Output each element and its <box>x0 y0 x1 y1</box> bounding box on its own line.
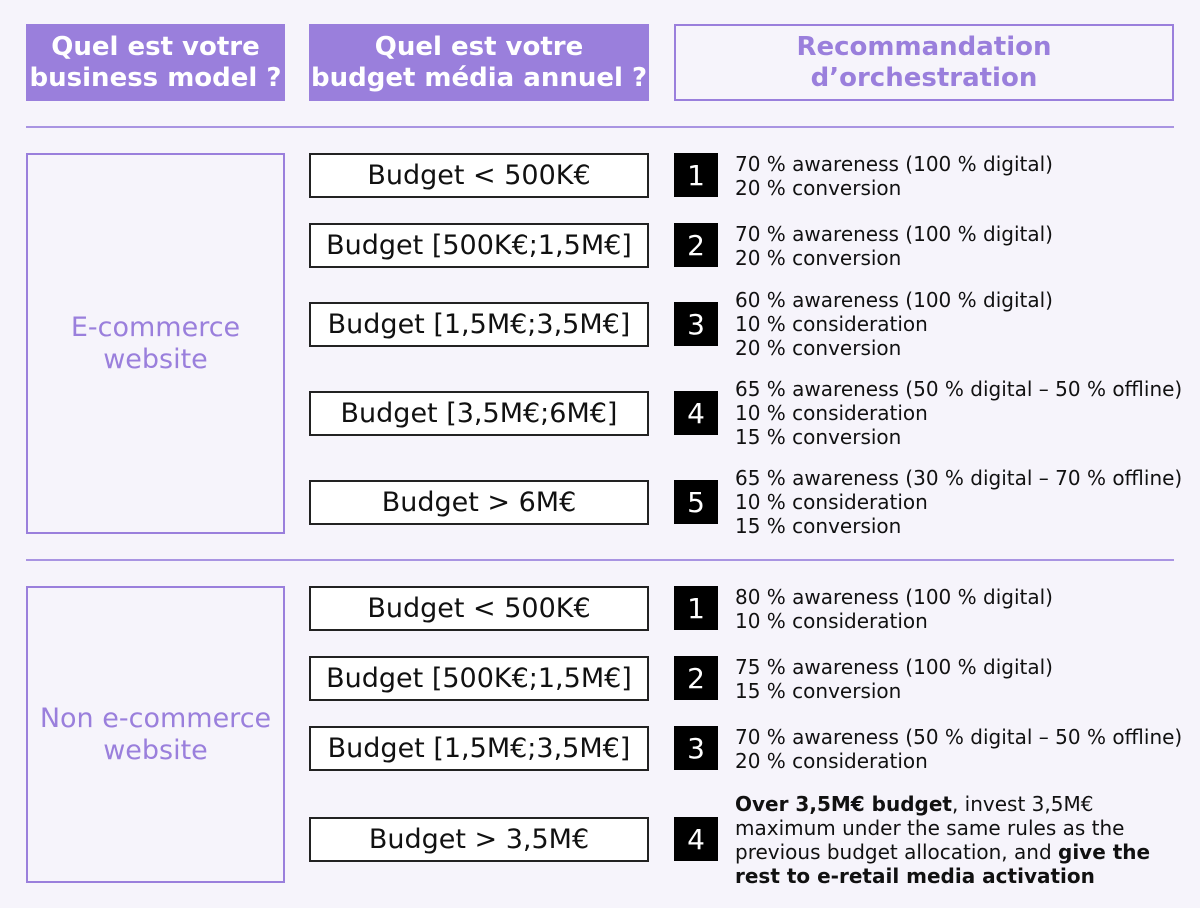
budget-box: Budget [500K€;1,5M€] <box>309 656 649 701</box>
recommendation-text <box>735 377 1182 449</box>
recommendation-line: maximum under the same rules as the <box>735 816 1125 840</box>
recommendation-line <box>735 792 1150 816</box>
recommendation-emphasis: Over 3,5M€ budget <box>735 792 952 816</box>
recommendation-fragment: , invest 3,5M€ <box>951 792 1094 816</box>
recommendation-line: 80 % awareness (100 % digital) <box>735 584 1053 609</box>
recommendation-emphasis: give the <box>1058 840 1151 864</box>
recommendation-line: 75 % awareness (100 % digital) <box>735 654 1053 679</box>
step-number-badge: 4 <box>674 391 718 435</box>
recommendation-line: 20 % conversion <box>735 336 902 360</box>
group-ecommerce: E-commerce website <box>26 153 285 534</box>
recommendation-line <box>735 840 1150 864</box>
budget-box: Budget [1,5M€;3,5M€] <box>309 302 649 347</box>
budget-box: Budget > 3,5M€ <box>309 817 649 862</box>
budget-box: Budget < 500K€ <box>309 586 649 631</box>
budget-box: Budget [3,5M€;6M€] <box>309 391 649 436</box>
header-budget: Quel est votre budget média annuel ? <box>309 24 649 101</box>
recommendation-text <box>735 223 1053 268</box>
recommendation-text <box>735 466 1182 538</box>
budget-box: Budget > 6M€ <box>309 480 649 525</box>
recommendation-line: 60 % awareness (100 % digital) <box>735 288 1053 312</box>
recommendation-line: 20 % conversion <box>735 245 902 270</box>
recommendation-text <box>735 792 1150 888</box>
step-number-badge: 1 <box>674 586 718 630</box>
recommendation-emphasis: rest to e-retail media activation <box>735 864 1095 888</box>
header-business-model: Quel est votre business model ? <box>26 24 285 101</box>
recommendation-line: 10 % consideration <box>735 401 928 425</box>
recommendation-line: 65 % awareness (30 % digital – 70 % offline) <box>735 466 1183 490</box>
step-number-badge: 3 <box>674 726 718 770</box>
step-number-badge: 2 <box>674 656 718 700</box>
recommendation-line <box>735 864 1150 888</box>
budget-box: Budget [1,5M€;3,5M€] <box>309 726 649 771</box>
recommendation-line: 20 % consideration <box>735 748 928 773</box>
divider-top <box>26 126 1174 128</box>
divider-middle <box>26 559 1174 561</box>
recommendation-text <box>735 656 1053 701</box>
group-non-ecommerce: Non e-commerce website <box>26 586 285 883</box>
recommendation-line: 10 % consideration <box>735 490 928 514</box>
recommendation-line: 15 % conversion <box>735 425 902 449</box>
recommendation-line: 10 % consideration <box>735 608 928 633</box>
header-recommendation: Recommandation d’orchestration <box>674 24 1174 101</box>
recommendation-line: 70 % awareness (50 % digital – 50 % offline) <box>735 724 1183 749</box>
recommendation-line: 15 % conversion <box>735 678 902 703</box>
recommendation-line: 10 % consideration <box>735 312 928 336</box>
recommendation-line: 70 % awareness (100 % digital) <box>735 151 1053 176</box>
recommendation-line: 70 % awareness (100 % digital) <box>735 221 1053 246</box>
step-number-badge: 4 <box>674 817 718 861</box>
recommendation-line: 15 % conversion <box>735 514 902 538</box>
recommendation-text <box>735 288 1053 360</box>
recommendation-text <box>735 586 1053 631</box>
step-number-badge: 3 <box>674 302 718 346</box>
budget-box: Budget [500K€;1,5M€] <box>309 223 649 268</box>
step-number-badge: 1 <box>674 153 718 197</box>
step-number-badge: 5 <box>674 480 718 524</box>
budget-box: Budget < 500K€ <box>309 153 649 198</box>
recommendation-line: 20 % conversion <box>735 175 902 200</box>
recommendation-text <box>735 153 1053 198</box>
step-number-badge: 2 <box>674 223 718 267</box>
recommendation-line: 65 % awareness (50 % digital – 50 % offline) <box>735 377 1183 401</box>
recommendation-fragment: previous budget allocation, and <box>735 840 1058 864</box>
recommendation-text <box>735 726 1182 771</box>
